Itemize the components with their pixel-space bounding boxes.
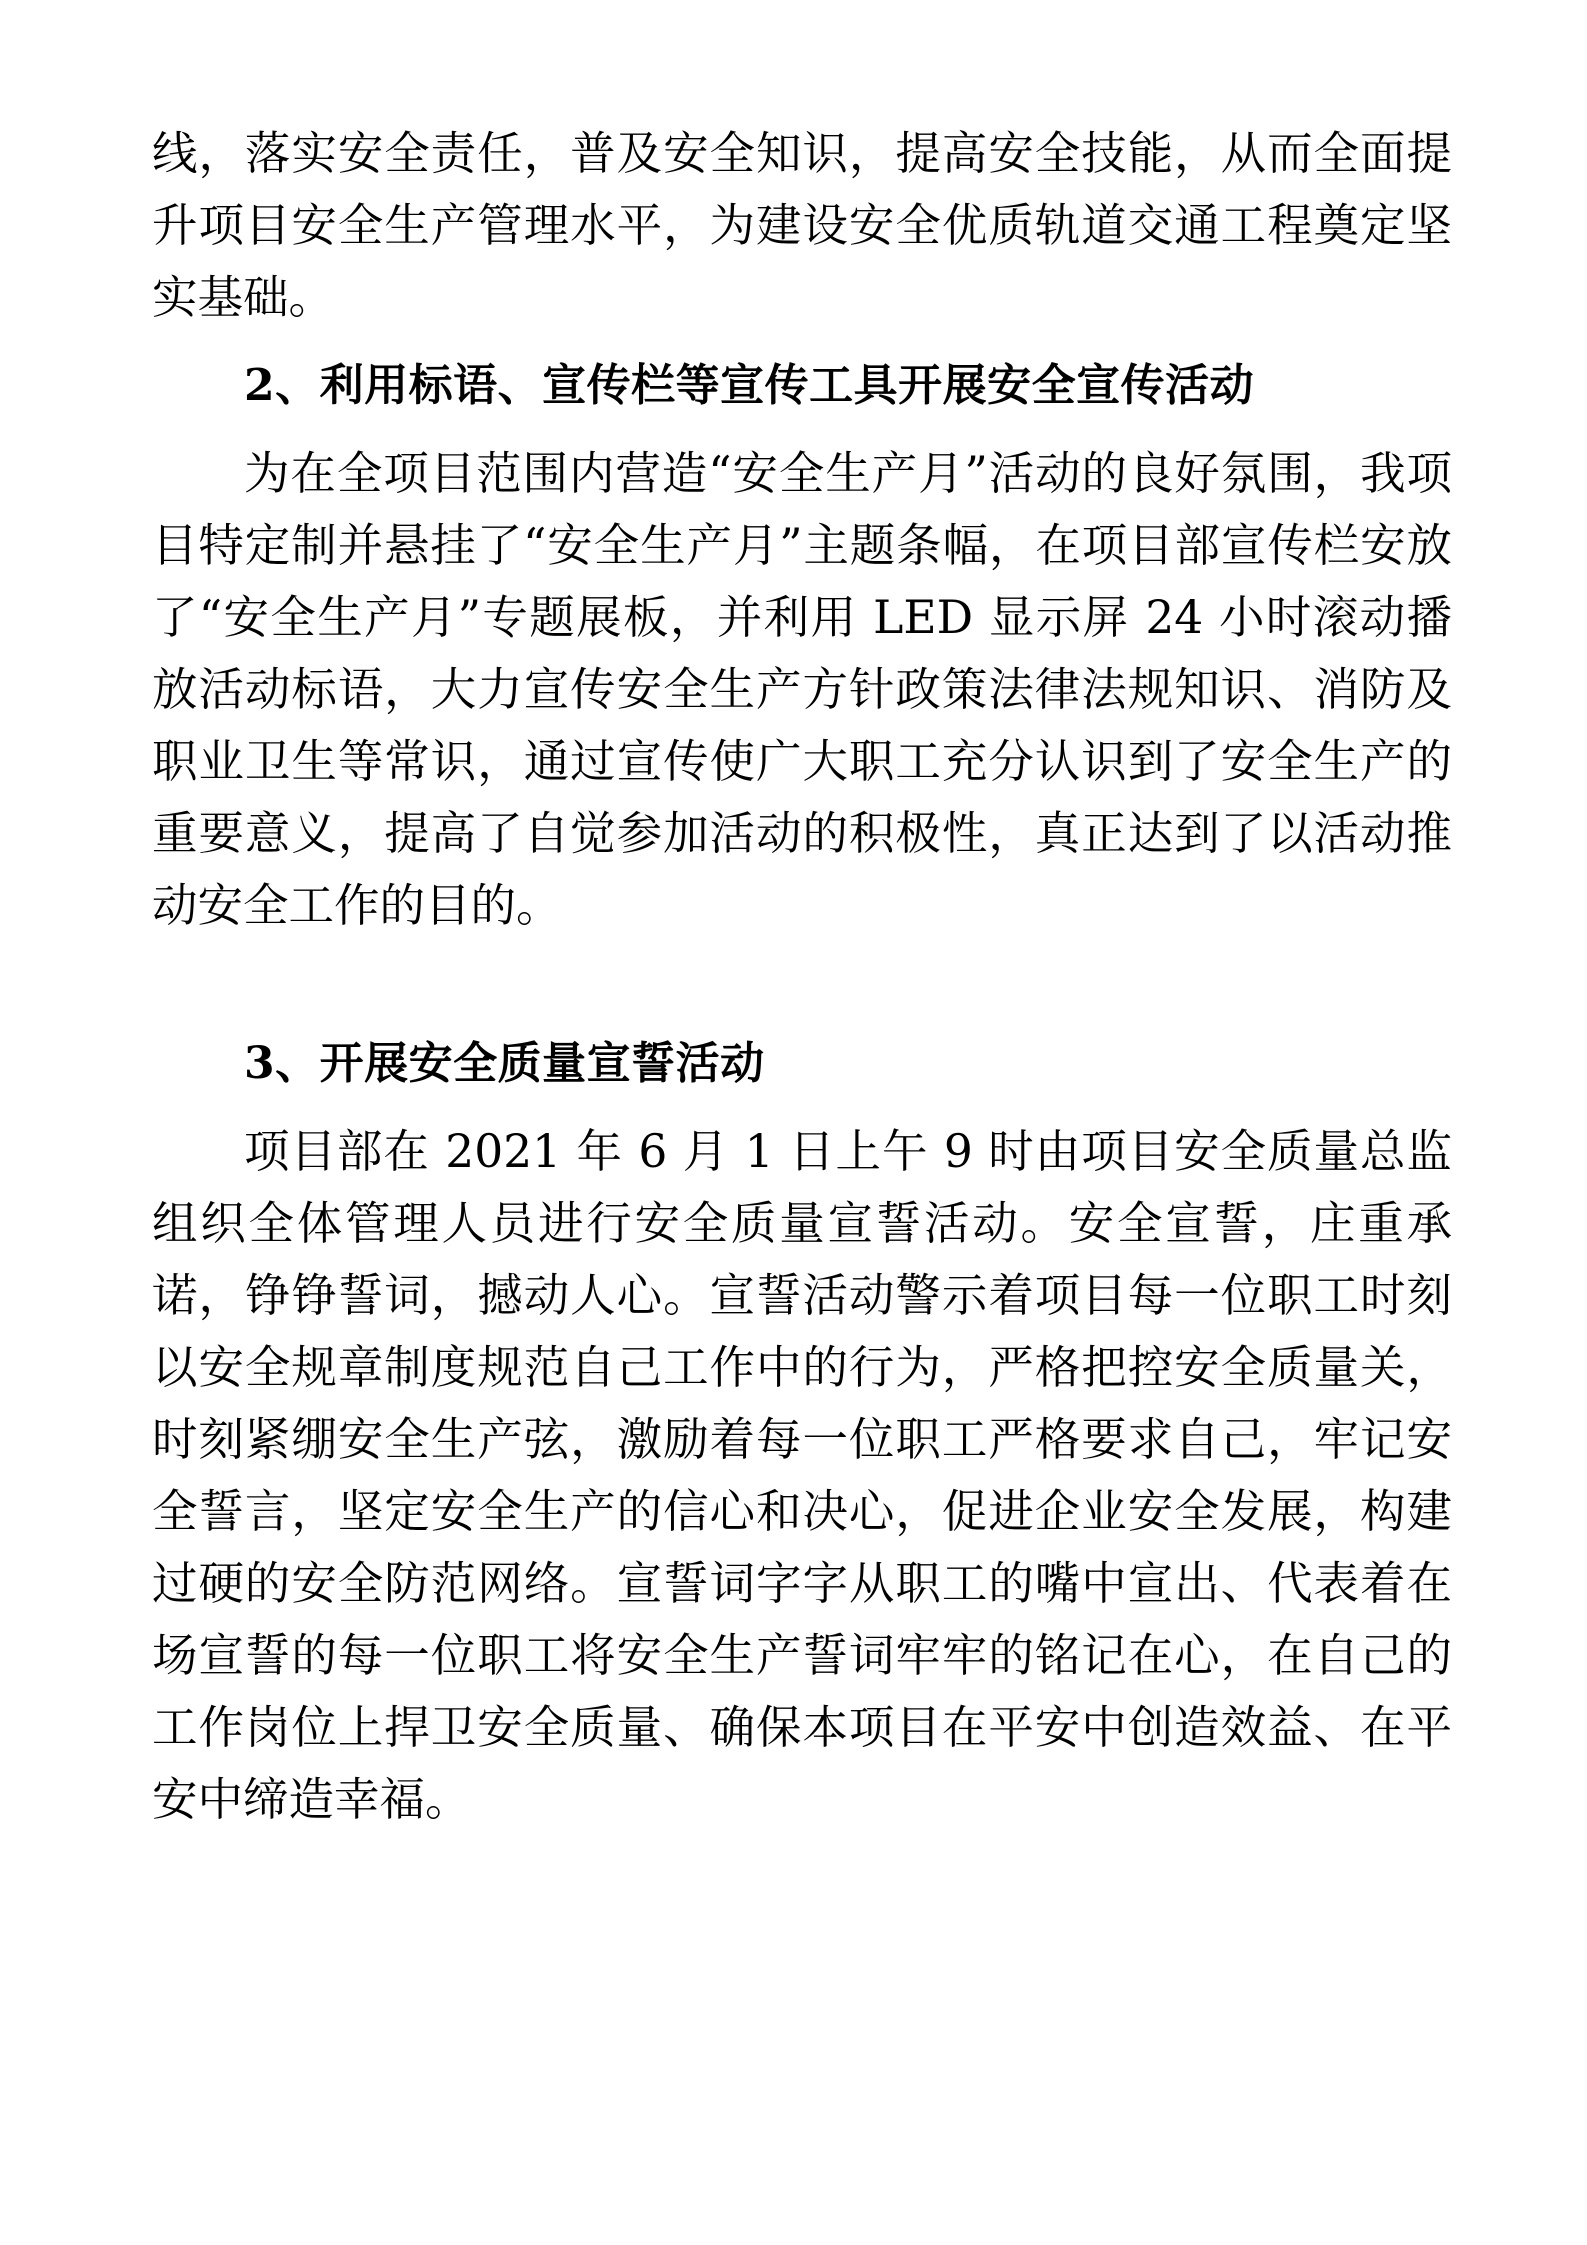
spacer — [152, 422, 1452, 438]
section-heading-3: 3、开展安全质量宣誓活动 — [244, 1038, 765, 1089]
paragraph-continuation: 线，落实安全责任，普及安全知识，提高安全技能，从而全面提升项目安全生产管理水平，为建设安全优质轨道交通工程奠定坚实基础。 — [152, 127, 1452, 324]
paragraph-section-3: 项目部在 2021 年 6 月 1 日上午 9 时由项目安全质量总监组织全体管理人员进行安全质量宣誓活动。安全宣誓，庄重承诺，铮铮誓词，撼动人心。宣誓活动警示着项目每一位职工时刻以安全规章制度规范自己工作中的行为，严格把控安全质量关，时刻紧绷安全生产弦，激励着每一位职工严格要求自己，牢记安全誓言，坚定安全生产的信心和决心，促进企业安全发展，构建过硬的安全防范网络。宣誓词字字从职工的嘴中宣出、代表着在场宣誓的每一位职工将安全生产誓词牢牢的铭记在心，在自己的工作岗位上捍卫安全质量、确保本项目在平安中创造效益、在平安中缔造幸福。 — [152, 1125, 1452, 1826]
spacer — [152, 334, 1452, 350]
section-heading-2: 2、利用标语、宣传栏等宣传工具开展安全宣传活动 — [244, 360, 1255, 411]
paragraph-section-2: 为在全项目范围内营造“安全生产月”活动的良好氛围，我项目特定制并悬挂了“安全生产月”主题条幅，在项目部宣传栏安放了“安全生产月”专题展板，并利用 LED 显示屏 24 小时滚动播放活动标语，大力宣传安全生产方针政策法律法规知识、消防及职业卫生等常识，通过宣传使广大职工充分认识到了安全生产的重要意义，提高了自觉参加活动的积极性，真正达到了以活动推动安全工作的目的。 — [152, 447, 1452, 932]
spacer — [152, 1100, 1452, 1116]
spacer — [152, 942, 1452, 1028]
document-body — [152, 118, 1452, 1836]
